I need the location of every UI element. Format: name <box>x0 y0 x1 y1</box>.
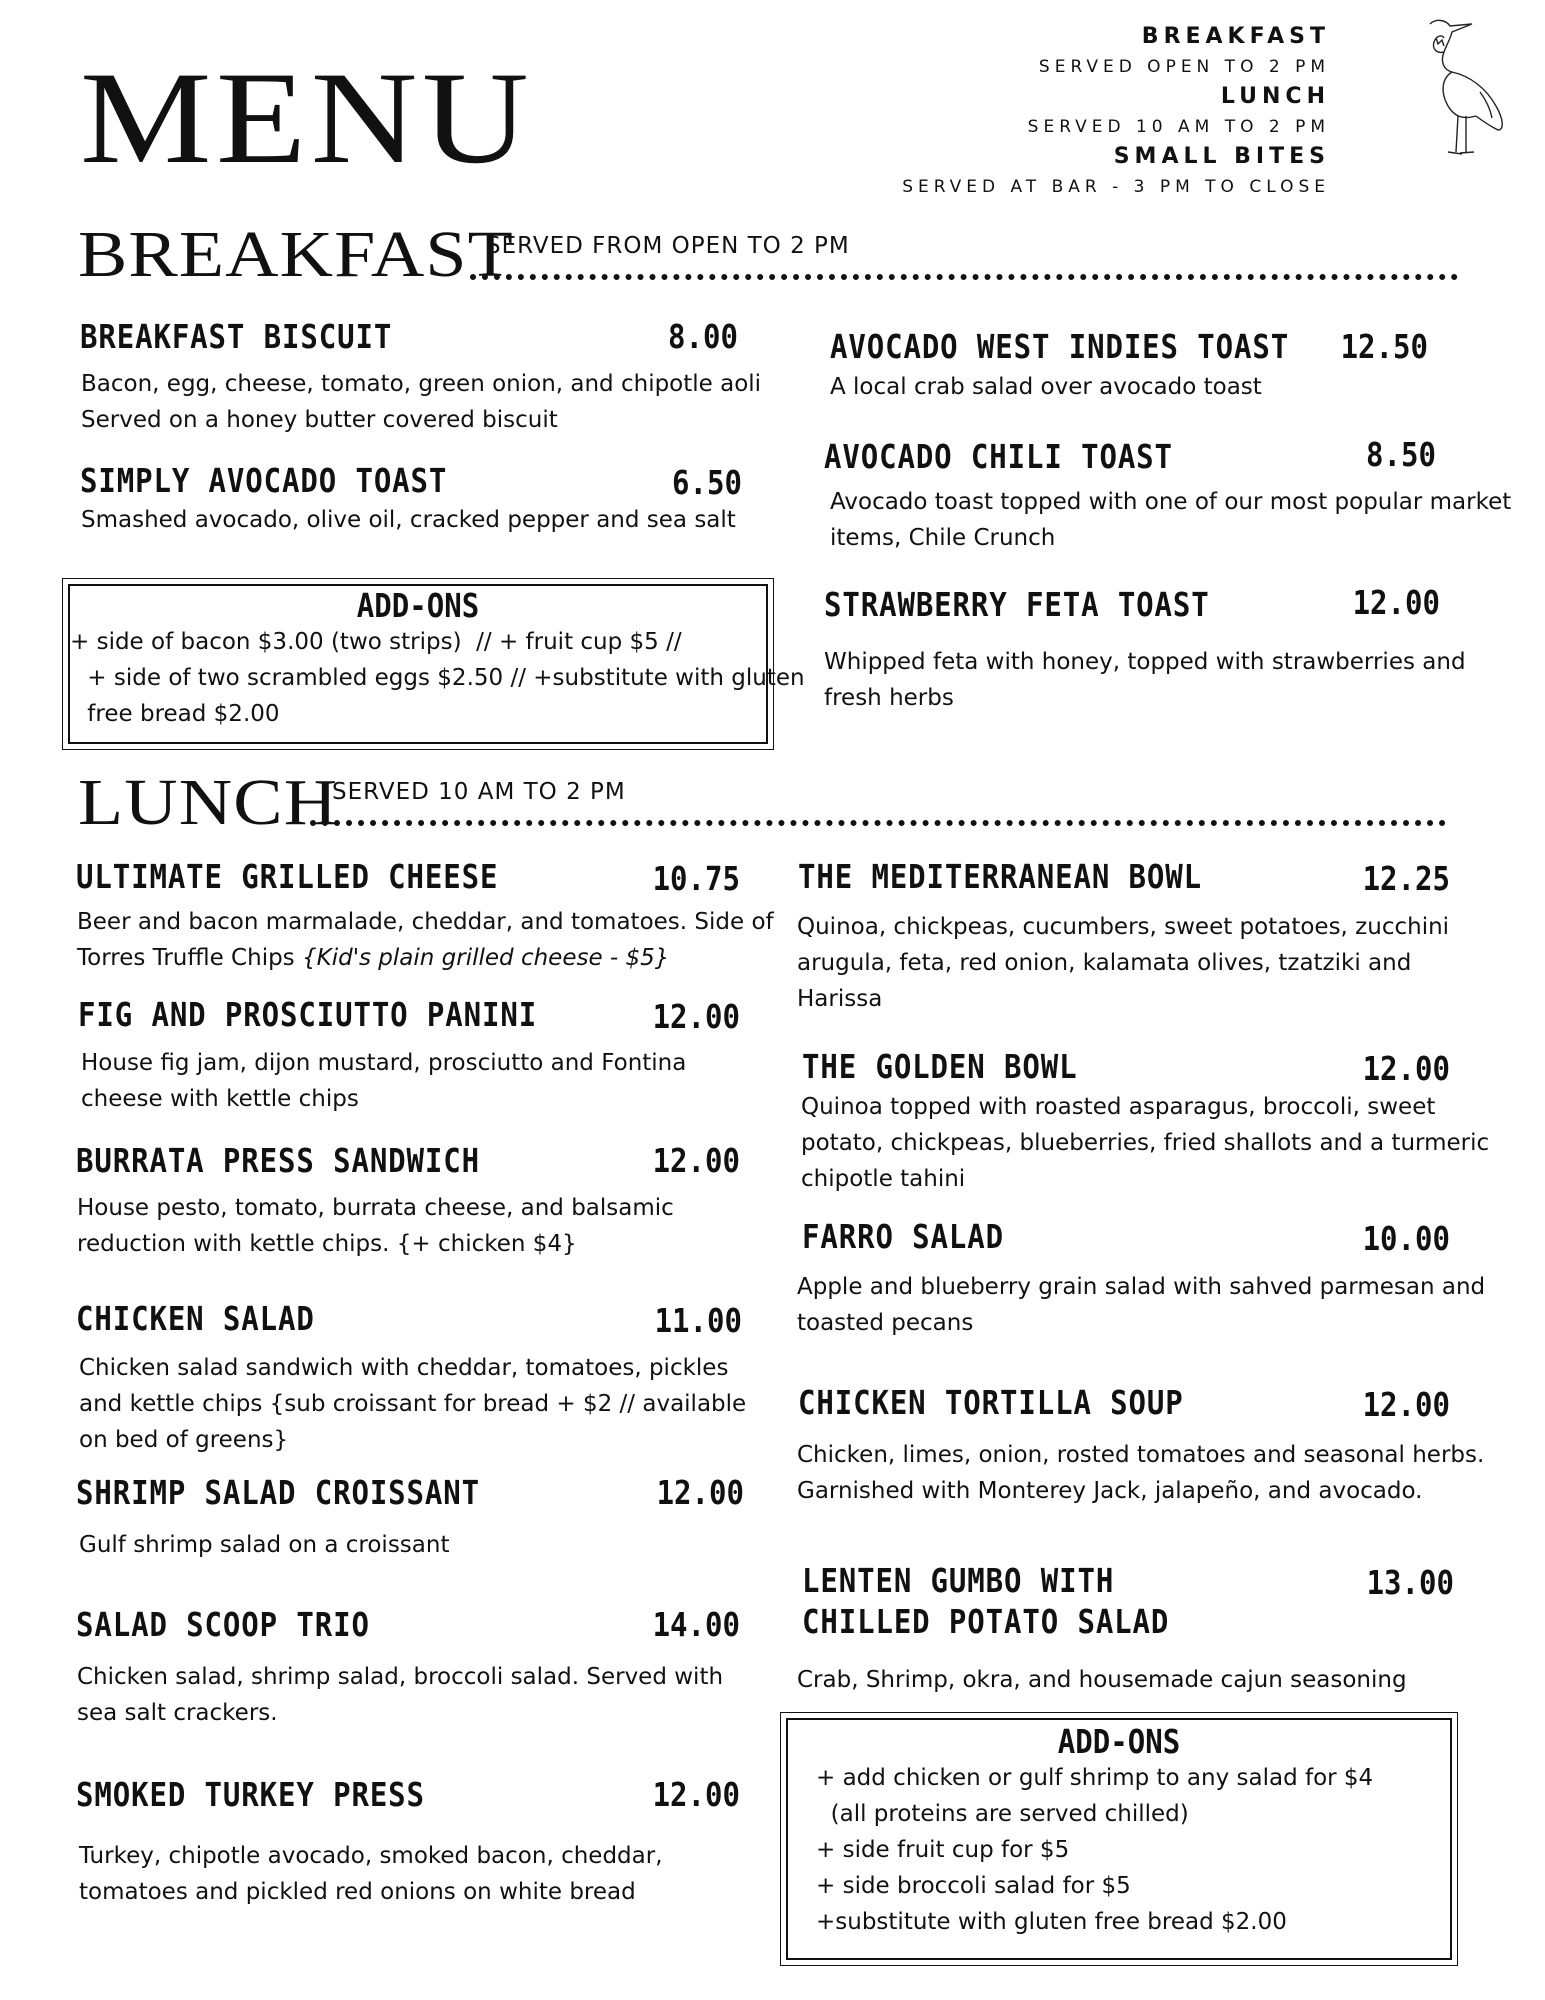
item-name: SIMPLY AVOCADO TOAST <box>80 461 448 500</box>
lunch-divider <box>310 820 1446 826</box>
item-name: SALAD SCOOP TRIO <box>76 1605 370 1644</box>
hours-small-bites-label: SMALL BITES <box>1113 144 1330 169</box>
item-price: 10.75 <box>652 859 740 898</box>
breakfast-section-subtitle: SERVED FROM OPEN TO 2 PM <box>486 233 850 259</box>
item-description: Chicken salad sandwich with cheddar, tomatoes, pickles and kettle chips {sub croissant for bread + $2 // available on bed of greens} <box>79 1355 747 1453</box>
hours-breakfast-label: BREAKFAST <box>1141 24 1330 49</box>
item-name: CHICKEN TORTILLA SOUP <box>798 1383 1184 1422</box>
breakfast-section-title: BREAKFAST <box>78 218 514 291</box>
item-description: Whipped feta with honey, topped with strawberries and fresh herbs <box>824 649 1466 711</box>
item-price: 12.00 <box>652 997 740 1036</box>
item-price: 12.25 <box>1362 859 1450 898</box>
kids-note: {Kid's plain grilled cheese - $5} <box>301 945 670 971</box>
item-name: THE GOLDEN BOWL <box>802 1047 1078 1086</box>
item-price: 10.00 <box>1362 1219 1450 1258</box>
item-price: 12.00 <box>1362 1385 1450 1424</box>
addons-title: ADD-ONS <box>1057 1722 1181 1761</box>
item-name: BREAKFAST BISCUIT <box>80 317 393 356</box>
item-description: Bacon, egg, cheese, tomato, green onion, and chipotle aoli Served on a honey butter covered biscuit <box>81 371 762 433</box>
addon-line: + side of two scrambled eggs $2.50 // +substitute with gluten <box>80 665 805 692</box>
item-price: 12.00 <box>1362 1049 1450 1088</box>
hours-small-bites-time: SERVED AT BAR - 3 PM TO CLOSE <box>902 177 1330 197</box>
item-price: 12.00 <box>652 1775 740 1814</box>
addon-line: + side of bacon $3.00 (two strips) // + fruit cup $5 // <box>70 629 682 656</box>
service-hours <box>810 22 1330 202</box>
item-description: Turkey, chipotle avocado, smoked bacon, cheddar, tomatoes and pickled red onions on white bread <box>79 1843 663 1905</box>
item-price: 12.00 <box>656 1473 744 1512</box>
item-price: 12.50 <box>1340 327 1428 366</box>
lunch-section-subtitle: SERVED 10 AM TO 2 PM <box>332 779 626 805</box>
item-price: 14.00 <box>652 1605 740 1644</box>
item-price: 13.00 <box>1366 1563 1454 1602</box>
addon-line: + side fruit cup for $5 <box>816 1837 1070 1864</box>
item-name: BURRATA PRESS SANDWICH <box>76 1141 481 1180</box>
item-price: 12.00 <box>1352 583 1440 622</box>
item-name: LENTEN GUMBO WITH CHILLED POTATO SALAD <box>802 1561 1170 1642</box>
item-description: House fig jam, dijon mustard, prosciutto and Fontina cheese with kettle chips <box>81 1050 687 1112</box>
item-description: Gulf shrimp salad on a croissant <box>79 1532 450 1558</box>
item-name: THE MEDITERRANEAN BOWL <box>798 857 1203 896</box>
item-price: 8.50 <box>1366 435 1436 474</box>
item-description: Crab, Shrimp, okra, and housemade cajun seasoning <box>797 1667 1407 1693</box>
item-name: SHRIMP SALAD CROISSANT <box>76 1473 481 1512</box>
breakfast-addons-box <box>68 584 805 744</box>
item-name: AVOCADO WEST INDIES TOAST <box>830 327 1290 366</box>
item-description: Smashed avocado, olive oil, cracked pepper and sea salt <box>81 507 736 533</box>
item-name: SMOKED TURKEY PRESS <box>76 1775 425 1814</box>
addon-line: +substitute with gluten free bread $2.00 <box>816 1909 1287 1936</box>
item-description: Apple and blueberry grain salad with sahved parmesan and toasted pecans <box>797 1274 1486 1336</box>
item-name: FARRO SALAD <box>802 1217 1005 1256</box>
menu-title: MENU <box>80 44 534 191</box>
item-description: House pesto, tomato, burrata cheese, and balsamic reduction with kettle chips. {+ chicken $4} <box>77 1195 674 1257</box>
item-description: Quinoa, chickpeas, cucumbers, sweet potatoes, zucchini arugula, feta, red onion, kalamata olives, tzatziki and Harissa <box>797 914 1450 1012</box>
hours-breakfast-time: SERVED OPEN TO 2 PM <box>1038 57 1330 77</box>
addons-title: ADD-ONS <box>356 586 480 625</box>
item-description: Chicken salad, shrimp salad, broccoli salad. Served with sea salt crackers. <box>77 1664 724 1726</box>
addon-line: (all proteins are served chilled) <box>816 1801 1189 1828</box>
addon-line: + add chicken or gulf shrimp to any salad for $4 <box>816 1765 1374 1792</box>
lunch-addons-box <box>786 1718 1452 1960</box>
hours-lunch-label: LUNCH <box>1220 84 1330 109</box>
heron-icon <box>1400 12 1520 162</box>
lunch-section-title: LUNCH <box>78 766 339 839</box>
item-name: ULTIMATE GRILLED CHEESE <box>76 857 499 896</box>
item-price: 8.00 <box>668 317 738 356</box>
item-name: STRAWBERRY FETA TOAST <box>824 585 1210 624</box>
item-description: Chicken, limes, onion, rosted tomatoes and seasonal herbs. Garnished with Monterey Jack, jalapeño, and avocado. <box>797 1442 1485 1504</box>
item-name: FIG AND PROSCIUTTO PANINI <box>78 995 538 1034</box>
hours-lunch-time: SERVED 10 AM TO 2 PM <box>1027 117 1330 137</box>
item-price: 12.00 <box>652 1141 740 1180</box>
item-description: Avocado toast topped with one of our most popular market items, Chile Crunch <box>830 489 1512 551</box>
item-name: AVOCADO CHILI TOAST <box>824 437 1173 476</box>
breakfast-divider <box>470 274 1458 280</box>
item-name: CHICKEN SALAD <box>76 1299 315 1338</box>
addon-line: free bread $2.00 <box>80 701 280 728</box>
item-price: 11.00 <box>654 1301 742 1340</box>
addon-line: + side broccoli salad for $5 <box>816 1873 1131 1900</box>
item-description: Quinoa topped with roasted asparagus, broccoli, sweet potato, chickpeas, blueberries, fried shallots and a turmeric chipotle tahini <box>801 1094 1490 1192</box>
item-description: A local crab salad over avocado toast <box>830 374 1262 400</box>
item-price: 6.50 <box>672 463 742 502</box>
item-description: Beer and bacon marmalade, cheddar, and tomatoes. Side of Torres Truffle Chips {Kid's plain grilled cheese - $5} <box>77 909 774 971</box>
